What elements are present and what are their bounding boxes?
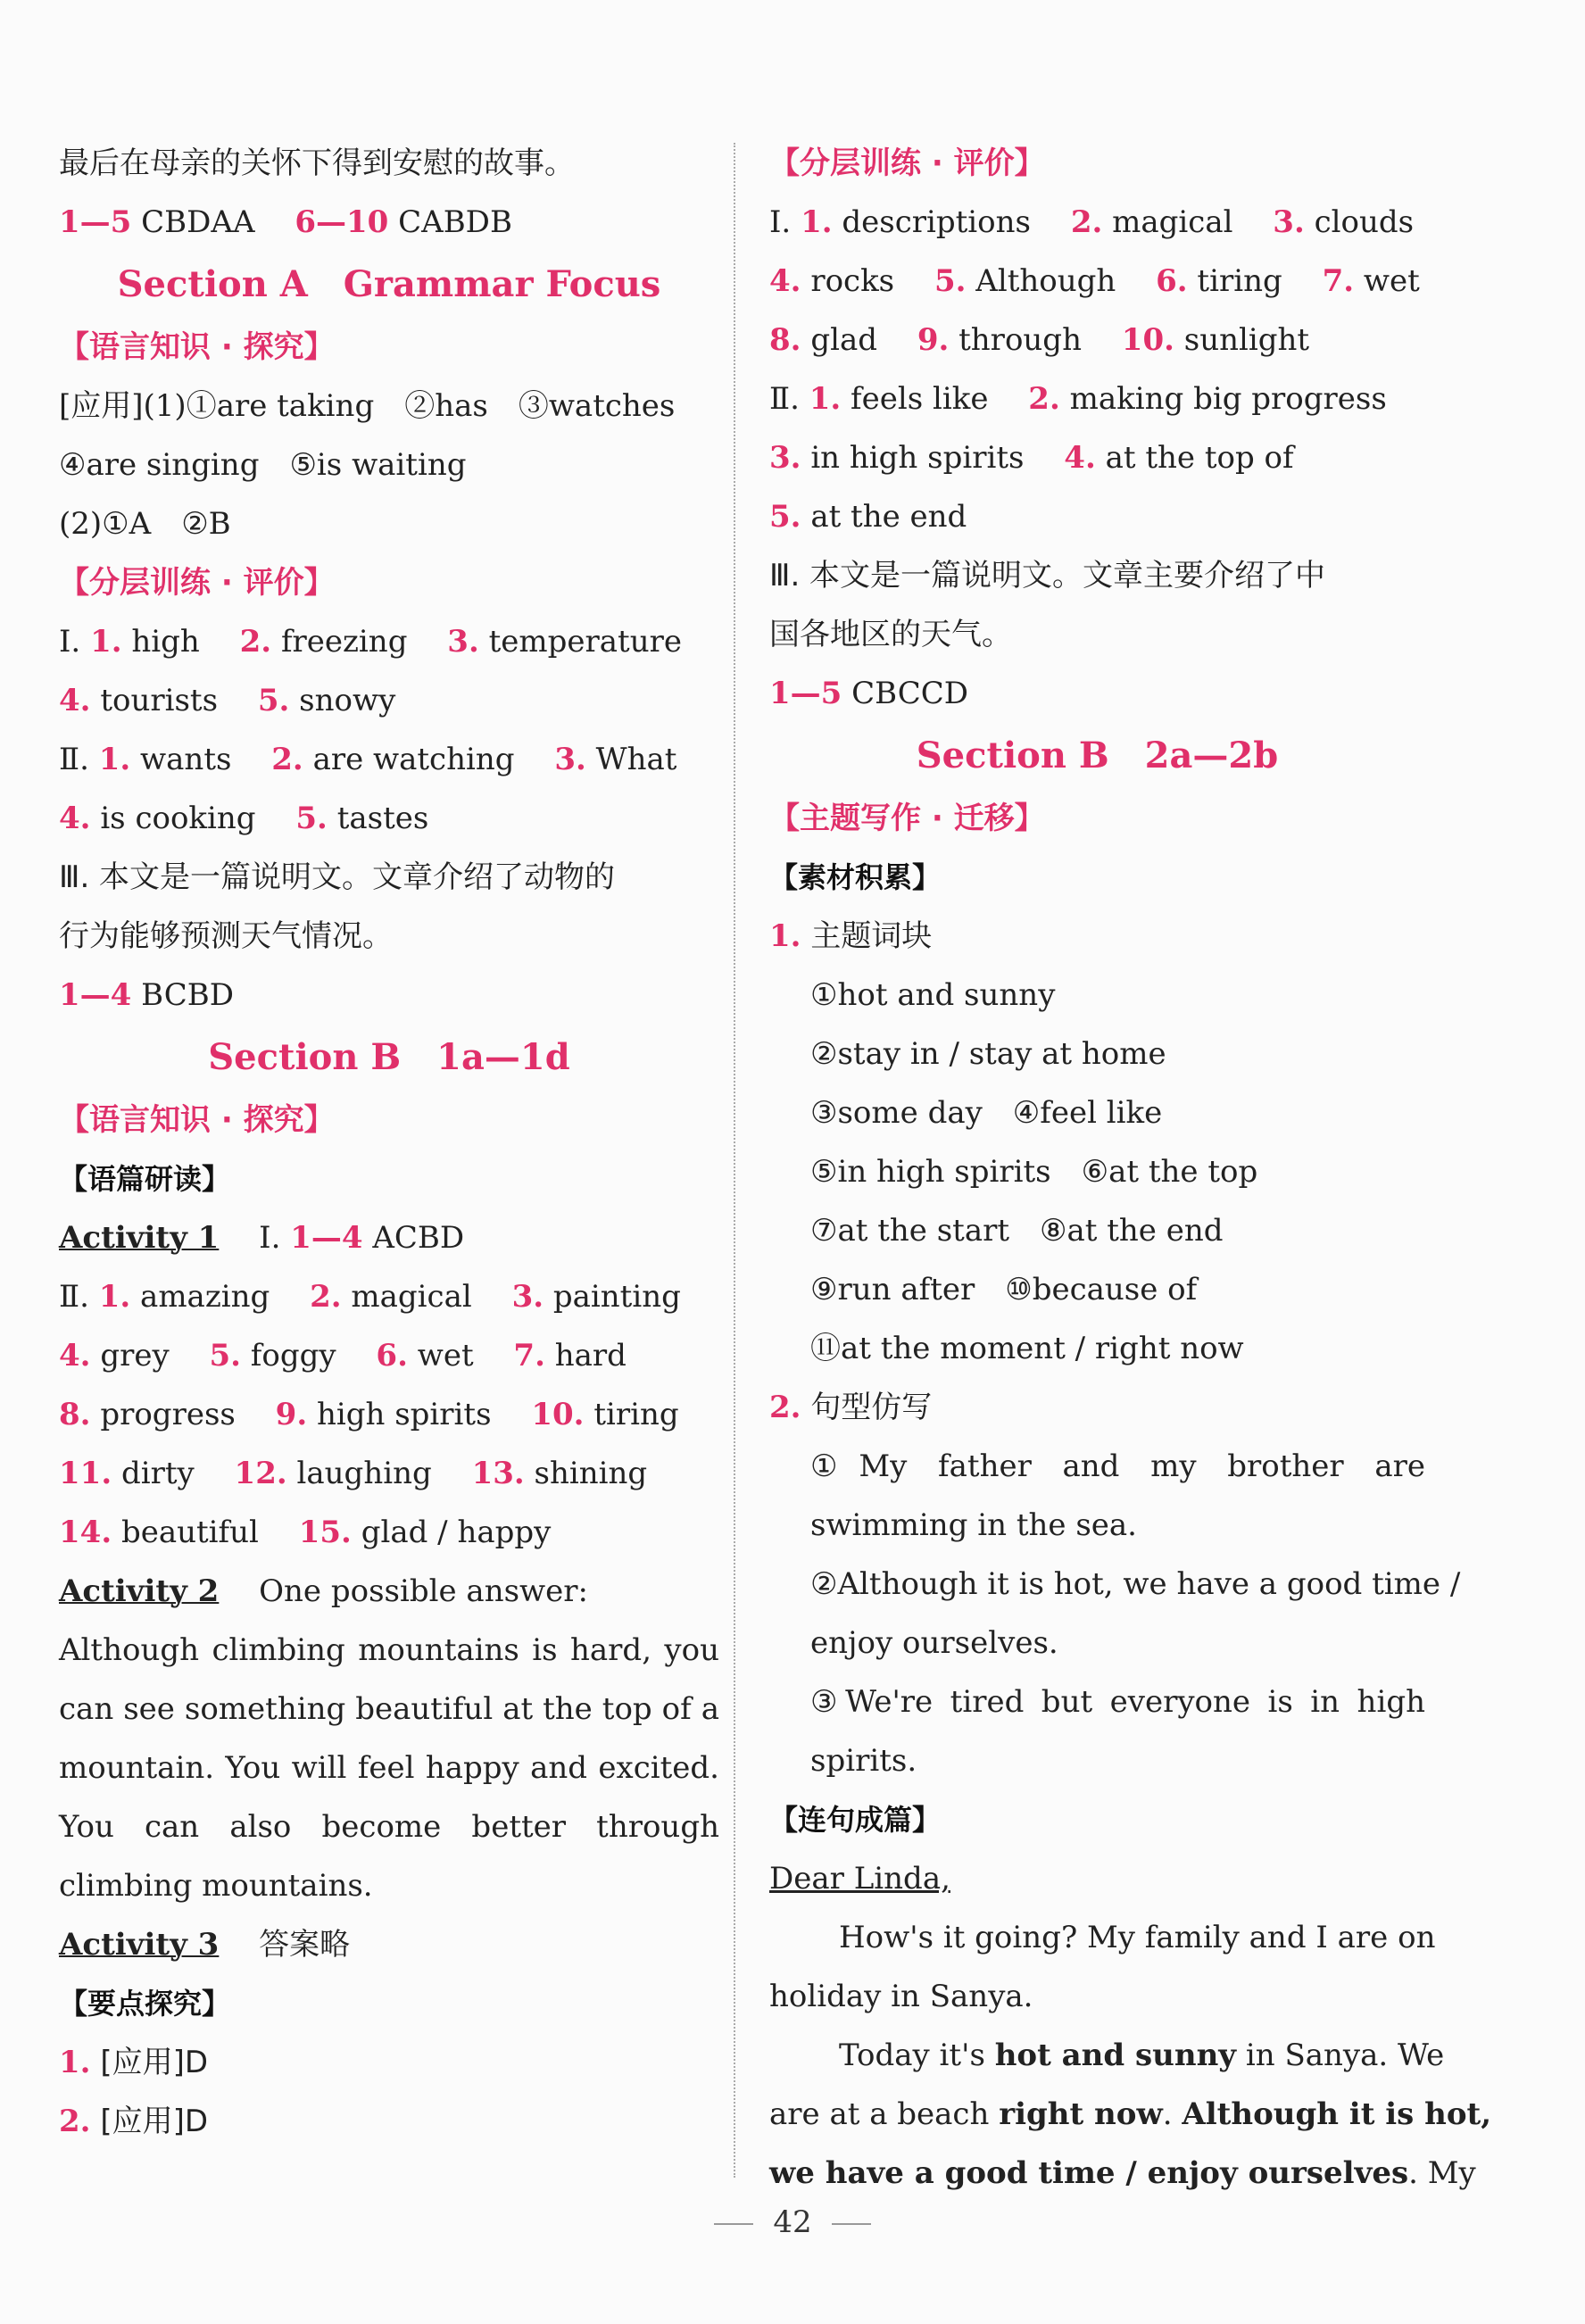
answer-line bbox=[59, 612, 719, 671]
answer-text: dirty bbox=[120, 1456, 195, 1491]
numbered-heading bbox=[769, 1378, 1425, 1437]
answer-text: tiring bbox=[1197, 263, 1282, 299]
letter-greeting bbox=[769, 1849, 1425, 1908]
bold-text: Although it is hot, bbox=[1182, 2096, 1492, 2132]
letter-line bbox=[769, 2085, 1492, 2144]
item-number: 7. bbox=[513, 1338, 545, 1374]
answer-text: laughing bbox=[296, 1456, 432, 1491]
item-number: 8. bbox=[59, 1397, 91, 1432]
item-number: 11. bbox=[59, 1456, 112, 1491]
item-number: 10. bbox=[531, 1397, 585, 1432]
answer-line bbox=[59, 1385, 719, 1444]
paragraph-line: climbing mountains. bbox=[59, 1868, 373, 1904]
plain-text: . My bbox=[1408, 2155, 1476, 2191]
answer-text: 答案略 bbox=[259, 1927, 351, 1963]
answer-line bbox=[769, 252, 1425, 311]
answer-text: wet bbox=[417, 1338, 474, 1374]
answer-text: at the end bbox=[810, 499, 967, 535]
item-number: 2. bbox=[271, 742, 303, 777]
answer-text: painting bbox=[552, 1279, 681, 1315]
subsection-label: 【连句成篇】 bbox=[769, 1803, 942, 1837]
item-number: 1. bbox=[769, 918, 801, 954]
item-number: 13. bbox=[471, 1456, 525, 1491]
answer-text: in high spirits bbox=[810, 440, 1025, 476]
answer-text: amazing bbox=[140, 1279, 270, 1315]
item-number: 7. bbox=[1322, 263, 1355, 299]
answer-text: are watching bbox=[312, 742, 515, 777]
item-number: 3. bbox=[769, 440, 801, 476]
letter-line: holiday in Sanya. bbox=[769, 1979, 1033, 2014]
bold-text: we have a good time / enjoy ourselves bbox=[769, 2155, 1409, 2191]
answer-line bbox=[59, 1326, 719, 1385]
item-number: 1. bbox=[98, 1279, 131, 1315]
item-number: 4. bbox=[769, 263, 801, 299]
answer-text: is cooking bbox=[100, 801, 256, 836]
item-number: 3. bbox=[447, 624, 479, 660]
answer-line bbox=[59, 730, 719, 789]
answer-text: clouds bbox=[1314, 204, 1415, 240]
paragraph-line: Although climbing mountains is hard, you bbox=[59, 1632, 719, 1668]
answer-text: sunlight bbox=[1183, 322, 1310, 358]
item-number: 14. bbox=[59, 1515, 112, 1550]
item-number: 1—4 bbox=[290, 1220, 363, 1256]
answer-line bbox=[769, 369, 1425, 428]
answer-text: ACBD bbox=[372, 1220, 465, 1256]
item-number: 1. bbox=[801, 204, 833, 240]
dash-right bbox=[832, 2223, 871, 2225]
section-label: 【主题写作 · 迁移】 bbox=[769, 801, 1045, 836]
page-number-text: 42 bbox=[773, 2204, 812, 2240]
section-heading: Section B 1a—1d bbox=[208, 1036, 570, 1078]
item-number: 5. bbox=[295, 801, 328, 836]
item-number: 6—10 bbox=[295, 204, 389, 240]
answer-text: Although bbox=[975, 263, 1116, 299]
section-heading: Section A Grammar Focus bbox=[117, 263, 661, 305]
answer-text: [应用]D bbox=[100, 2104, 209, 2139]
text-line: ④are singing ⑤is waiting bbox=[59, 447, 467, 483]
answer-text: CBDAA bbox=[141, 204, 255, 240]
letter-line bbox=[769, 2026, 1445, 2085]
item-number: 2. bbox=[769, 1390, 801, 1425]
bold-text: right now bbox=[999, 2096, 1163, 2132]
answer-text: descriptions bbox=[842, 204, 1031, 240]
answer-text: through bbox=[958, 322, 1082, 358]
answer-text: magical bbox=[1112, 204, 1233, 240]
item-number: 5. bbox=[257, 683, 290, 718]
answer-text: tiring bbox=[593, 1397, 679, 1432]
text-line: (2)①A ②B bbox=[59, 506, 231, 542]
paragraph-line: can see something beautiful at the top of a bbox=[59, 1691, 719, 1727]
roman-numeral: Ⅰ. bbox=[769, 204, 792, 240]
item-number: 12. bbox=[234, 1456, 287, 1491]
subsection-label: 【要点探究】 bbox=[59, 1987, 231, 2021]
answer-text: beautiful bbox=[120, 1515, 259, 1550]
answer-text: high spirits bbox=[316, 1397, 492, 1432]
sentence-line: ①My father and my brother are bbox=[810, 1448, 1425, 1484]
answer-text: snowy bbox=[299, 683, 396, 718]
sentence-line: enjoy ourselves. bbox=[810, 1625, 1058, 1661]
item-number: 5. bbox=[209, 1338, 241, 1374]
answer-text: One possible answer: bbox=[259, 1573, 588, 1609]
answer-text: CABDB bbox=[398, 204, 512, 240]
answer-line bbox=[769, 311, 1425, 369]
item-number: 15. bbox=[298, 1515, 352, 1550]
section-label: 【语言知识 · 探究】 bbox=[59, 1102, 335, 1138]
answer-text: rocks bbox=[810, 263, 895, 299]
answer-text: making big progress bbox=[1069, 381, 1387, 417]
answer-line bbox=[769, 428, 1425, 487]
column-divider bbox=[734, 143, 735, 2178]
text-line: Ⅲ. 本文是一篇说明文。文章介绍了动物的 bbox=[59, 859, 616, 895]
activity-label: Activity 1 bbox=[59, 1220, 220, 1256]
roman-numeral: Ⅱ. bbox=[59, 1279, 89, 1315]
item-number: 2. bbox=[59, 2104, 91, 2139]
item-number: 8. bbox=[769, 322, 801, 358]
text-line: Ⅲ. 本文是一篇说明文。文章主要介绍了中 bbox=[769, 558, 1326, 593]
roman-numeral: Ⅱ. bbox=[59, 742, 89, 777]
answer-line bbox=[769, 664, 1425, 723]
answer-text: wants bbox=[140, 742, 232, 777]
answer-line bbox=[59, 2033, 719, 2092]
answer-line bbox=[769, 487, 1425, 546]
answer-text: high bbox=[131, 624, 200, 660]
item-number: 1. bbox=[98, 742, 131, 777]
item-number: 3. bbox=[511, 1279, 544, 1315]
answer-text: foggy bbox=[250, 1338, 336, 1374]
answer-line bbox=[769, 193, 1425, 252]
item-number: 4. bbox=[1064, 440, 1096, 476]
roman-numeral: Ⅰ. bbox=[259, 1220, 281, 1256]
item-number: 3. bbox=[1273, 204, 1305, 240]
sentence-line: ②Although it is hot, we have a good time / bbox=[810, 1566, 1461, 1602]
phrase-line: ②stay in / stay at home bbox=[810, 1036, 1166, 1072]
section-label: 【分层训练 · 评价】 bbox=[769, 145, 1045, 181]
answer-text: hard bbox=[554, 1338, 627, 1374]
item-number: 10. bbox=[1121, 322, 1174, 358]
bold-text: hot and sunny bbox=[994, 2038, 1237, 2073]
text-line: [应用](1)①are taking ②has ③watches bbox=[59, 388, 676, 424]
item-number: 2. bbox=[239, 624, 272, 660]
heading-text: 句型仿写 bbox=[810, 1390, 933, 1425]
answer-text: What bbox=[595, 742, 677, 777]
right-column bbox=[769, 134, 1492, 2203]
answer-line bbox=[59, 966, 719, 1025]
answer-text: CBCCD bbox=[851, 676, 969, 711]
item-number: 6. bbox=[1156, 263, 1188, 299]
page-number bbox=[0, 2204, 1585, 2240]
answer-line bbox=[59, 789, 719, 848]
answer-text: glad bbox=[810, 322, 877, 358]
dash-left bbox=[714, 2223, 753, 2225]
item-number: 9. bbox=[275, 1397, 308, 1432]
phrase-line: ①hot and sunny bbox=[810, 977, 1056, 1013]
activity-label: Activity 3 bbox=[59, 1927, 220, 1963]
section-label: 【语言知识 · 探究】 bbox=[59, 329, 335, 365]
answer-text: wet bbox=[1363, 263, 1420, 299]
phrase-line: ⑦at the start ⑧at the end bbox=[810, 1213, 1224, 1249]
answer-text: BCBD bbox=[141, 977, 235, 1013]
answer-text: magical bbox=[351, 1279, 472, 1315]
roman-numeral: Ⅱ. bbox=[769, 381, 800, 417]
subsection-label: 【语篇研读】 bbox=[59, 1162, 231, 1196]
text-line: 国各地区的天气。 bbox=[769, 617, 1012, 652]
numbered-heading bbox=[769, 907, 1425, 966]
answer-line bbox=[59, 1562, 719, 1621]
item-number: 5. bbox=[934, 263, 967, 299]
plain-text: are at a beach bbox=[769, 2096, 1000, 2132]
letter-line bbox=[769, 2144, 1476, 2203]
item-number: 3. bbox=[554, 742, 586, 777]
greeting-text: Dear Linda, bbox=[769, 1861, 950, 1897]
paragraph-line: You can also become better through bbox=[59, 1809, 719, 1845]
item-number: 4. bbox=[59, 801, 91, 836]
phrase-line: ⑤in high spirits ⑥at the top bbox=[810, 1154, 1258, 1190]
answer-line bbox=[59, 1503, 719, 1562]
answer-text: glad / happy bbox=[361, 1515, 552, 1550]
answer-text: grey bbox=[100, 1338, 170, 1374]
answer-text: tastes bbox=[336, 801, 429, 836]
text-line: 行为能够预测天气情况。 bbox=[59, 918, 393, 954]
plain-text: Today it's bbox=[839, 2038, 995, 2073]
roman-numeral: Ⅰ. bbox=[59, 624, 81, 660]
item-number: 2. bbox=[1028, 381, 1060, 417]
answer-line bbox=[59, 2092, 719, 2151]
plain-text: in Sanya. We bbox=[1236, 2038, 1445, 2073]
answer-text: tourists bbox=[100, 683, 219, 718]
section-label: 【分层训练 · 评价】 bbox=[59, 565, 335, 601]
item-number: 1—5 bbox=[59, 204, 132, 240]
answer-text: [应用]D bbox=[100, 2045, 209, 2080]
item-number: 2. bbox=[310, 1279, 342, 1315]
item-number: 1—4 bbox=[59, 977, 132, 1013]
answer-line bbox=[59, 1208, 719, 1267]
left-column bbox=[59, 134, 719, 2151]
item-number: 1. bbox=[59, 2045, 91, 2080]
item-number: 1. bbox=[809, 381, 842, 417]
item-number: 5. bbox=[769, 499, 801, 535]
answer-text: shining bbox=[534, 1456, 648, 1491]
answer-line bbox=[59, 1444, 719, 1503]
item-number: 9. bbox=[917, 322, 950, 358]
letter-line: How's it going? My family and I are on bbox=[839, 1920, 1436, 1955]
answer-line bbox=[59, 193, 719, 252]
section-heading: Section B 2a—2b bbox=[916, 735, 1279, 776]
item-number: 1. bbox=[90, 624, 122, 660]
subsection-label: 【素材积累】 bbox=[769, 860, 942, 894]
item-number: 1—5 bbox=[769, 676, 842, 711]
phrase-line: ⑨run after ⑩because of bbox=[810, 1272, 1198, 1307]
item-number: 2. bbox=[1070, 204, 1103, 240]
answer-line bbox=[59, 1915, 719, 1974]
sentence-line: swimming in the sea. bbox=[810, 1507, 1137, 1543]
item-number: 4. bbox=[59, 1338, 91, 1374]
activity-label: Activity 2 bbox=[59, 1573, 220, 1609]
sentence-line: ③We're tired but everyone is in high bbox=[810, 1684, 1425, 1720]
answer-line bbox=[59, 1267, 719, 1326]
sentence-line: spirits. bbox=[810, 1743, 917, 1779]
phrase-line: ③some day ④feel like bbox=[810, 1095, 1163, 1131]
plain-text: . bbox=[1162, 2096, 1183, 2132]
answer-line bbox=[59, 671, 719, 730]
answer-text: feels like bbox=[851, 381, 989, 417]
text-line: 最后在母亲的关怀下得到安慰的故事。 bbox=[59, 145, 575, 181]
item-number: 4. bbox=[59, 683, 91, 718]
paragraph-line: mountain. You will feel happy and excited. bbox=[59, 1750, 719, 1786]
heading-text: 主题词块 bbox=[810, 918, 933, 954]
answer-text: at the top of bbox=[1105, 440, 1294, 476]
phrase-line: ⑪at the moment / right now bbox=[810, 1331, 1244, 1366]
answer-text: progress bbox=[100, 1397, 236, 1432]
item-number: 6. bbox=[376, 1338, 408, 1374]
answer-text: freezing bbox=[280, 624, 408, 660]
answer-text: temperature bbox=[488, 624, 682, 660]
